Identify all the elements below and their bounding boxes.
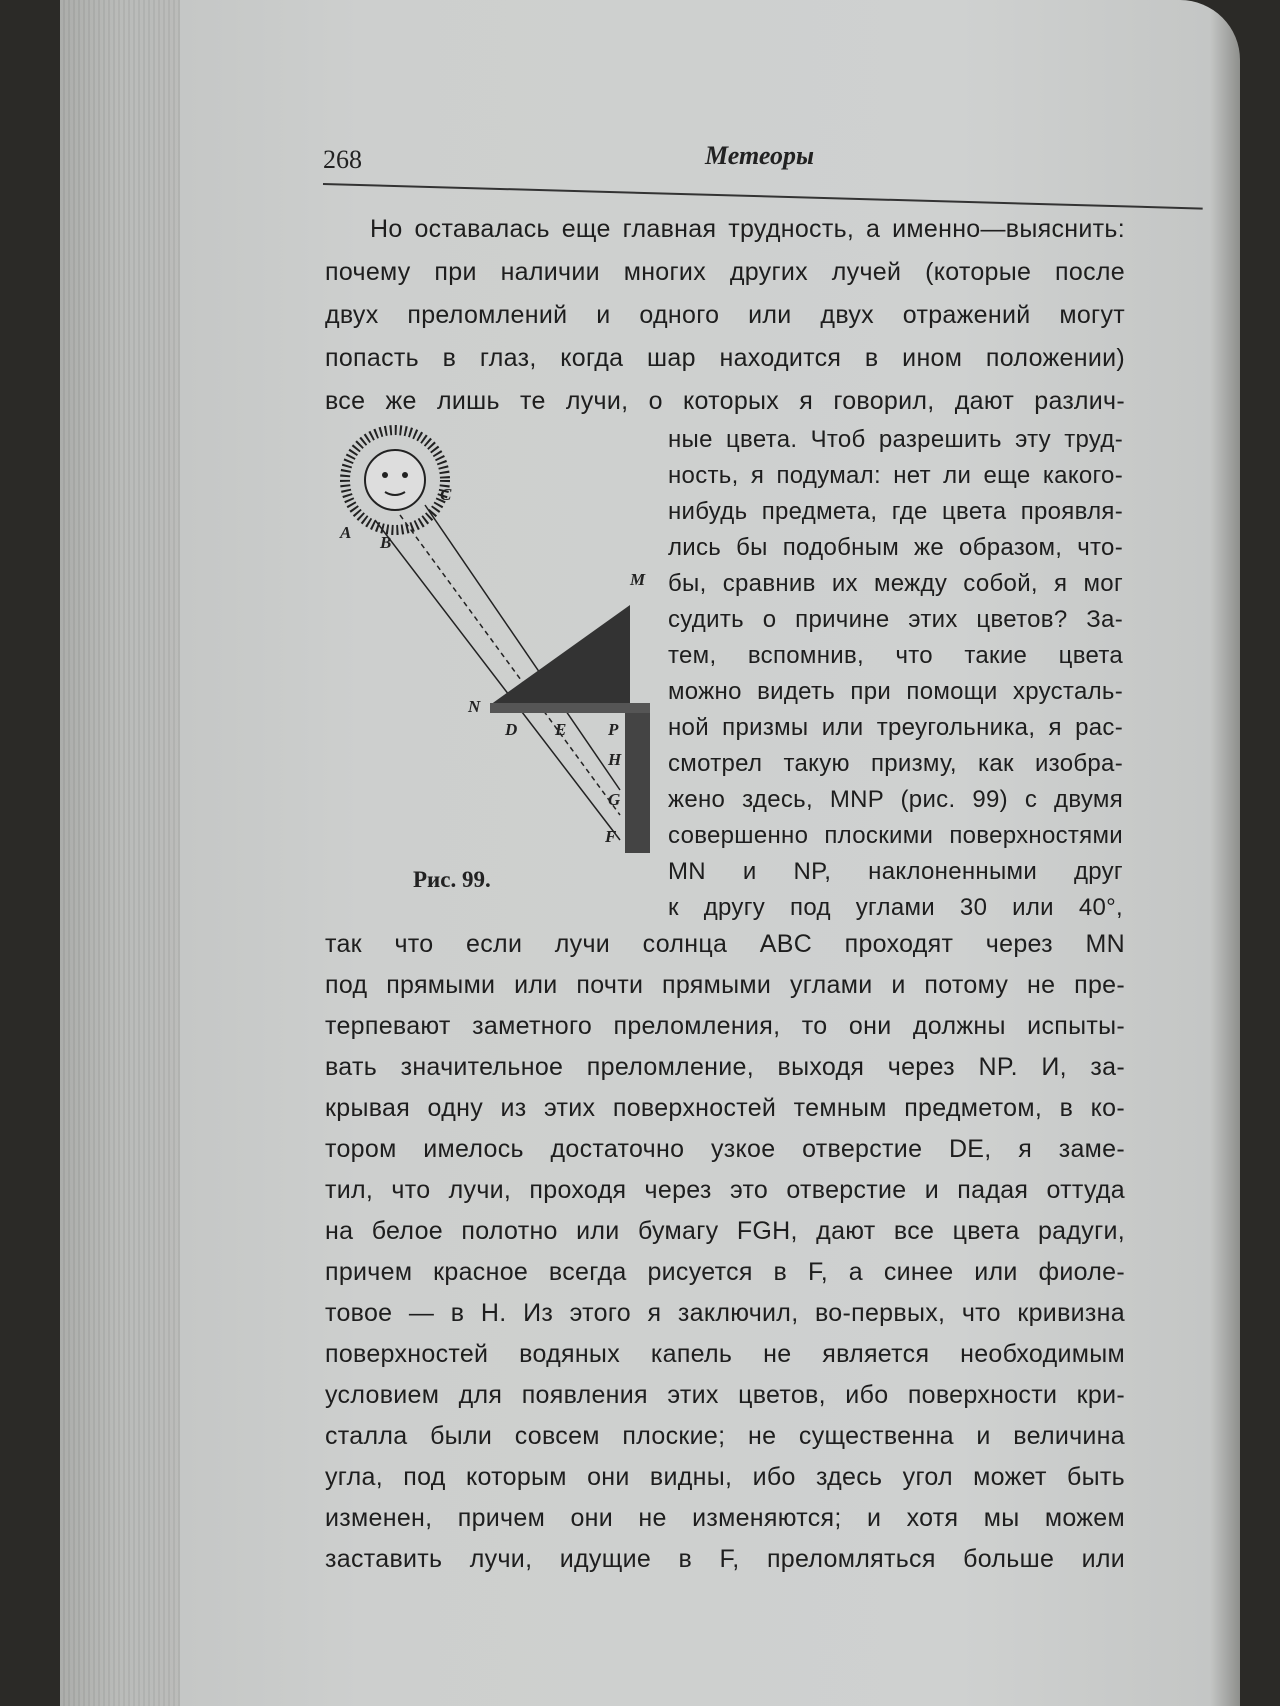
figure-caption: Рис. 99.: [413, 867, 491, 892]
text-line: вать значительное преломление, выходя через NP. И, за-: [325, 1053, 1125, 1081]
text-line: двух преломлений и одного или двух отражений могут: [325, 301, 1125, 329]
text-line: сталла были совсем плоские; не существенна и величина: [325, 1422, 1125, 1450]
text-line: изменен, причем они не изменяются; и хотя мы можем: [325, 1504, 1125, 1532]
text-line: терпевают заметного преломления, то они должны испыты-: [325, 1012, 1125, 1040]
page-edges: [60, 0, 180, 1706]
text-line: попасть в глаз, когда шар находится в ином положении): [325, 344, 1125, 372]
text-line: так что если лучи солнца ABC проходят через MN: [325, 930, 1125, 958]
text-line: можно видеть при помощи хрусталь-: [668, 678, 1123, 705]
running-title: Метеоры: [705, 141, 815, 170]
text-line: к другу под углами 30 или 40°,: [668, 894, 1123, 921]
text-line: ной призмы или треугольника, я рас-: [668, 714, 1123, 741]
text-line: судить о причине этих цветов? За-: [668, 606, 1123, 633]
opaque-screen: [490, 703, 650, 713]
text-line: крывая одну из этих поверхностей темным предметом, в ко-: [325, 1094, 1125, 1122]
text-line: жено здесь, MNP (рис. 99) с двумя: [668, 786, 1123, 813]
text-line: поверхностей водяных капель не является необходимым: [325, 1340, 1125, 1368]
label-a: A: [340, 523, 352, 542]
paper-screen-fgh: [625, 713, 650, 853]
label-g: G: [608, 790, 621, 809]
text-line: заставить лучи, идущие в F, преломляться больше или: [325, 1545, 1125, 1573]
label-f: F: [605, 827, 617, 846]
text-line: смотрел такую призму, как изобра-: [668, 750, 1123, 777]
text-line: все же лишь те лучи, о которых я говорил, дают различ-: [325, 387, 1125, 415]
label-p: P: [608, 720, 619, 739]
label-b: B: [380, 533, 392, 552]
sun-icon: [345, 430, 445, 530]
prism: [490, 605, 630, 705]
text-line: ные цвета. Чтоб разрешить эту труд-: [668, 426, 1123, 453]
page-number: 268: [323, 145, 362, 174]
label-c: C: [440, 485, 452, 504]
text-line: ность, я подумал: нет ли еще какого-: [668, 462, 1123, 489]
text-line: бы, сравнив их между собой, я мог: [668, 570, 1123, 597]
text-line: тором имелось достаточно узкое отверстие DE, я заме-: [325, 1135, 1125, 1163]
text-line: почему при наличии многих других лучей (которые после: [325, 258, 1125, 286]
text-line: тил, что лучи, проходя через это отверстие и падая оттуда: [325, 1176, 1125, 1204]
text-line: совершенно плоскими поверхностями: [668, 822, 1123, 849]
text-line: причем красное всегда рисуется в F, а синее или фиоле-: [325, 1258, 1125, 1286]
label-n: N: [468, 697, 481, 716]
label-e: E: [555, 720, 567, 739]
text-line: товое — в H. Из этого я заключил, во-первых, что кривизна: [325, 1299, 1125, 1327]
label-m: M: [630, 570, 646, 589]
text-line: на белое полотно или бумагу FGH, дают все цвета радуги,: [325, 1217, 1125, 1245]
text-line: условием для появления этих цветов, ибо поверхности кри-: [325, 1381, 1125, 1409]
text-line: MN и NP, наклоненными друг: [668, 858, 1123, 885]
text-line: угла, под которым они видны, ибо здесь угол может быть: [325, 1463, 1125, 1491]
text-line: под прямыми или почти прямыми углами и потому не пре-: [325, 971, 1125, 999]
label-d: D: [505, 720, 518, 739]
label-h: H: [608, 750, 622, 769]
text-line: Но оставалась еще главная трудность, а именно—выяснить:: [370, 215, 1125, 243]
figure-99-prism-diagram: [330, 420, 660, 860]
text-line: лись бы подобным же образом, что-: [668, 534, 1123, 561]
text-line: тем, вспомнив, что такие цвета: [668, 642, 1123, 669]
text-line: нибудь предмета, где цвета проявля-: [668, 498, 1123, 525]
